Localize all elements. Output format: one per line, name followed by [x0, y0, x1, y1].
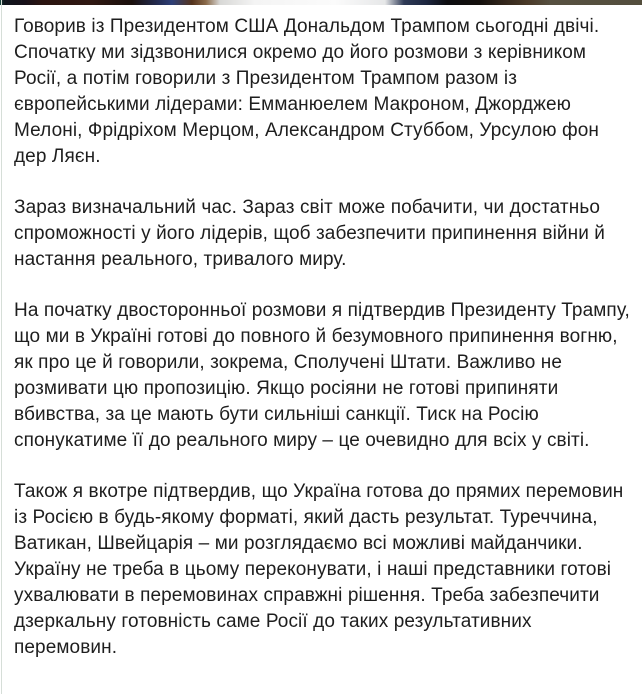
post-paragraph: Зараз визначальний час. Зараз світ може побачити, чи достатньо спроможності у його лідерів, щоб забезпечити припинення війни й настання реального, тривалого миру. — [14, 197, 606, 270]
post-body — [0, 5, 642, 661]
post-paragraph: На початку двосторонньої розмови я підтвердив Президенту Трампу, що ми в Україні готові до повного й безумовного припинення вогню, як про це й говорили, зокрема, Сполучені Штати. Важливо не розмивати цю пропозицію. Якщо росіяни не готові припиняти вбивства, за це мають бути сильніші санкції. Тиск на Росію спонукатиме її до реального миру – це очевидно для всіх у світі. — [14, 300, 630, 451]
left-edge-line — [1, 0, 2, 694]
post-paragraph: Також я вкотре підтвердив, що Україна готова до прямих перемовин із Росією в будь-якому форматі, який дасть результат. Туреччина, Ватикан, Швейцарія – ми розглядаємо всі можливі майданчики. Україну не треба в цьому переконувати, і наші представники готові ухвалювати в перемовинах справжні рішення. Треба забезпечити дзеркальну готовність саме Росії до таких результативних перемовин. — [14, 481, 624, 658]
post-paragraph: Говорив із Президентом США Дональдом Трампом сьогодні двічі. Спочатку ми зідзвонилися окремо до його розмови з керівником Росії, а потім говорили з Президентом Трампом разом із європейськими лідерами: Емманюелем Макроном, Джорджею Мелоні, Фрідріхом Мерцом, Александром Стуббом, Урсулою фон дер Ляєн. — [14, 16, 600, 167]
